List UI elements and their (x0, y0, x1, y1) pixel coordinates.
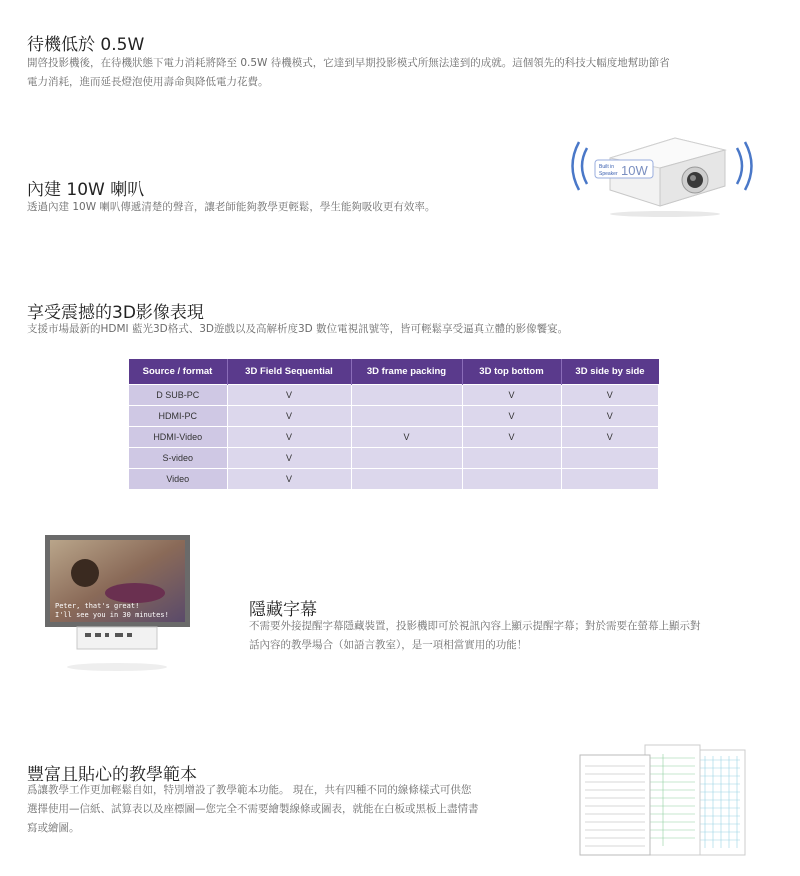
table-row (129, 448, 659, 469)
table-cell: V (462, 385, 561, 406)
sound-wave-left-icon (573, 142, 588, 190)
table-cell: V (561, 406, 659, 427)
table-cell (351, 406, 462, 427)
table-cell: V (462, 406, 561, 427)
standby-desc (27, 54, 670, 92)
table-cell: V (561, 385, 659, 406)
template-desc (27, 781, 479, 838)
table-header: 3D side by side (561, 359, 659, 385)
row-header-cell: HDMI-PC (129, 406, 228, 427)
standby-desc-line2: 電力消耗，進而延長燈泡使用壽命與降低電力花費。 (27, 76, 269, 88)
grid-sheet-icon (693, 750, 745, 855)
table-cell: V (351, 427, 462, 448)
speaker-badge (595, 160, 653, 178)
caption-desc-line1: 不需要外接提醒字幕隱藏裝置，投影機即可於視訊內容上顯示提醒字幕；對於需要在螢幕上顯示對 (249, 620, 701, 632)
table-row (129, 385, 659, 406)
table-cell: V (227, 385, 351, 406)
sound-wave-right-icon (737, 142, 752, 190)
row-header-cell: D SUB-PC (129, 385, 228, 406)
table-cell (462, 469, 561, 490)
speaker-desc: 透過內建 10W 喇叭傳遞清楚的聲音，讓老師能夠教學更輕鬆，學生能夠吸收更有效率。 (27, 201, 436, 213)
table-cell (561, 469, 659, 490)
table-header: 3D Field Sequential (227, 359, 351, 385)
tv-caption-line1: Peter, that's great! (55, 602, 140, 610)
row-header-cell: HDMI-Video (129, 427, 228, 448)
table-cell: V (227, 448, 351, 469)
table-row (129, 427, 659, 448)
speaker-projector-illustration (565, 128, 765, 218)
table-row (129, 469, 659, 490)
table-row (129, 406, 659, 427)
table-cell: V (462, 427, 561, 448)
table-cell (351, 448, 462, 469)
table-header: Source / format (129, 359, 228, 385)
projector-icon (67, 627, 167, 671)
speaker-title: 內建 10W 喇叭 (27, 180, 145, 200)
table-cell: V (561, 427, 659, 448)
table-cell (351, 385, 462, 406)
standby-title: 待機低於 0.5W (27, 35, 145, 55)
row-header-cell: Video (129, 469, 228, 490)
table-header: 3D frame packing (351, 359, 462, 385)
template-desc-line3: 寫或繪圖。 (27, 822, 80, 834)
badge-small2: Speaker (599, 171, 618, 177)
threed-desc: 支援市場最新的HDMI 藍光3D格式、3D遊戲以及高解析度3D 數位電視訊號等，皆可輕鬆享受逼真立體的影像饗宴。 (27, 323, 569, 335)
table-cell: V (227, 469, 351, 490)
teaching-templates-illustration (575, 740, 750, 860)
closed-caption-illustration (45, 535, 190, 675)
row-header-cell: S-video (129, 448, 228, 469)
table-cell (351, 469, 462, 490)
caption-desc (249, 617, 701, 655)
table-cell (561, 448, 659, 469)
template-desc-line2: 選擇使用—信紙、試算表以及座標圖—您完全不需要繪製線條或圖表，就能在白板或黑板上盡情書 (27, 803, 479, 815)
caption-title: 隱藏字幕 (249, 600, 317, 620)
standby-desc-line1: 開啓投影機後，在待機狀態下電力消耗將降至 0.5W 待機模式，它達到早期投影模式所無法達到的成就。這個領先的科技大幅度地幫助節省 (27, 57, 670, 69)
template-desc-line1: 爲讓教學工作更加輕鬆自如，特別增設了教學範本功能。 現在，共有四種不同的線條樣式可供您 (27, 784, 472, 796)
3d-format-table (128, 359, 659, 490)
table-header: 3D top bottom (462, 359, 561, 385)
letter-sheet-icon (580, 755, 650, 855)
spreadsheet-sheet-icon (645, 745, 700, 855)
table-cell: V (227, 406, 351, 427)
caption-desc-line2: 話內容的教學場合（如語言教室），是一項相當實用的功能！ (249, 639, 528, 651)
table-cell (462, 448, 561, 469)
badge-big: 10W (621, 163, 648, 178)
template-title: 豐富且貼心的教學範本 (27, 765, 197, 785)
table-header-row (129, 359, 659, 385)
badge-small1: Built in (599, 164, 615, 170)
tv-caption-line2: I'll see you in 30 minutes! (55, 611, 169, 619)
table-cell: V (227, 427, 351, 448)
threed-title: 享受震撼的3D影像表現 (27, 303, 204, 323)
